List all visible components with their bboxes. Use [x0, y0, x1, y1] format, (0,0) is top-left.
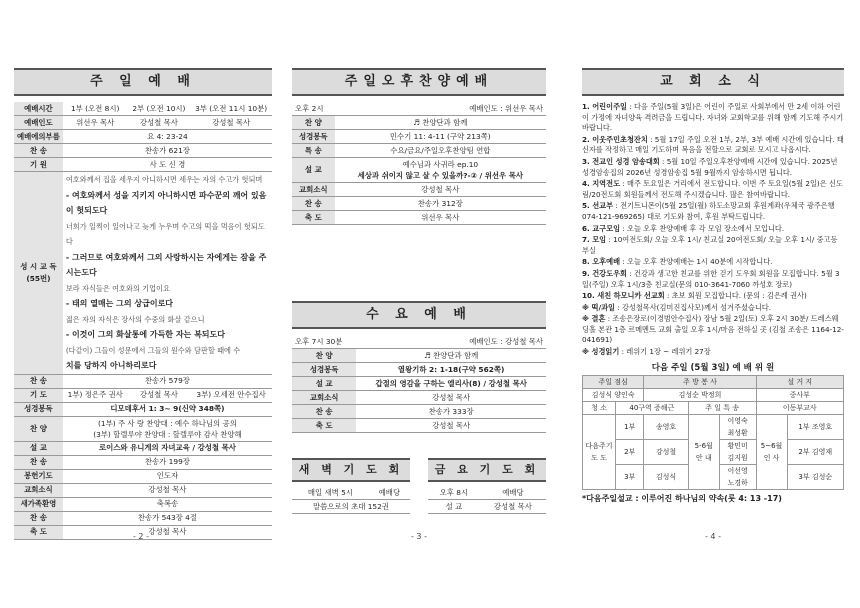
duty-mid-label: 5-6월 안 내: [688, 414, 719, 489]
duty-table: [582, 375, 844, 490]
duty-m3: 황민미: [727, 441, 748, 450]
page-number: - 2 -: [133, 532, 149, 541]
creed-text: 사 도 신 경: [63, 158, 272, 172]
news-item: [582, 347, 844, 358]
news-item: [582, 224, 844, 235]
news-item-number: 6.: [582, 223, 593, 233]
duty-q3-label: 3부: [798, 472, 810, 481]
duty-p2: 2부: [616, 439, 644, 464]
bible-text: 민수기 11: 4-11 (구약 213쪽): [335, 130, 546, 144]
praise-text: ♬ 찬양단과 함께: [356, 349, 546, 363]
prayer-label: 기 원: [14, 158, 63, 172]
news-item-number: 8.: [582, 257, 593, 267]
duty-h1: 주일 점심: [583, 375, 644, 388]
responsive-reading: [63, 172, 272, 375]
page-number: - 4 -: [705, 532, 721, 541]
duty-r2c1: 청 소: [583, 401, 616, 414]
news-label: 교회소식: [292, 391, 356, 405]
praise-label: 찬 양: [292, 349, 356, 363]
call-label: 예배에의부름: [14, 130, 63, 144]
offering-label: 봉헌기도: [14, 469, 63, 483]
friday-time: 오후 8시: [428, 486, 480, 500]
praise-label: 찬 양: [14, 416, 63, 441]
benediction-text: 위선우 목사: [335, 211, 546, 225]
wednesday-title: 수 요 예 배: [292, 301, 546, 329]
lead-label: 예배인도: [14, 116, 63, 130]
duty-m1: 이영숙: [727, 416, 748, 425]
sermon-text: [335, 158, 546, 183]
friday-title: 금 요 기 도 회: [428, 458, 546, 482]
news-item-number: 4.: [582, 179, 593, 189]
afternoon-time: 오후 2시: [292, 102, 335, 116]
news-item-number: 1.: [582, 102, 593, 111]
wednesday-leader: 예배인도 : 강성철 목사: [356, 335, 546, 349]
news-item-text: : 전기트니몬이(5월 25일(월) 하도소망교회 후원계좌(우체국 광주은행 074-121-969265) 대로 기도와 참여, 후원 부탁드립니다.: [582, 201, 835, 221]
duty-p1: 1부: [616, 414, 644, 439]
news-item-number: 5.: [582, 201, 593, 211]
sermon-series: 예수님과 사귀라 ep.10: [402, 160, 479, 169]
news-item-heading: 결혼: [591, 314, 606, 324]
news-item-number: 9.: [582, 268, 593, 278]
hymn-text: 찬송가 621장: [63, 144, 272, 158]
praise-label: 찬 양: [292, 116, 335, 130]
friday-sermon: 강성철 목사: [480, 500, 546, 514]
sermon-text: 갑절의 영감을 구하는 엘리사(8) / 강성철 목사: [356, 377, 546, 391]
duty-r1c2: 김성순 박정희: [644, 388, 756, 401]
duty-q1: [787, 414, 843, 439]
hymn3-label: 찬 송: [14, 455, 63, 469]
service1-time: 1부 (오전 8시): [63, 102, 128, 116]
hymn3-text: 찬송가 199장: [63, 455, 272, 469]
duty-m-b: [719, 439, 756, 464]
news-item-text: : 다음 주일(5월 3일)은 어린이 주일로 사회부에서 만 2세 이하 어린이 가정에 자녀양육 격려금을 드립니다. 자녀와 교회학교를 위해 함께 기도해 주시기 바랍니다.: [582, 102, 844, 133]
news-item-text: : 레위기 1장 ~ 레위기 27장: [619, 347, 711, 357]
news-item: [582, 179, 844, 200]
friday-prayer-box: [428, 458, 546, 514]
friday-sermon-label: 설 교: [428, 500, 480, 514]
hymn-label: 찬 송: [292, 405, 356, 419]
responsive-line: - 이것이 그의 화살통에 가득한 자는 복되도다: [65, 330, 225, 339]
praise-line2: (3부) 할렐루야 찬양대 : 할렐루야 감사 찬양해: [93, 429, 242, 439]
news-label: 교회소식: [292, 183, 335, 197]
news-item-text: : 조송은장로(이경범안수집사) 장남 5월 2일(토) 오후 2시 30분/ 드레스웨딩홀 본관 1층 르메멘트 교회 출일 오후 1시/마음 전하실 곳 (김철 조송은 1164-12-041691): [582, 314, 844, 345]
news-label: 교회소식: [14, 483, 63, 497]
duty-m4: 김지원: [727, 453, 748, 462]
duty-r2c3: 주 일 특 송: [688, 401, 756, 414]
duty-m: [719, 414, 756, 439]
news-item-text: : 5월 10일 주일오후찬양예배 시간에 있습니다. 2025년 성경암송집의 2026년 성경암송집 5월 9월까지 암송하시면 됩니다.: [582, 156, 838, 177]
benediction-text: 강성철 목사: [356, 419, 546, 433]
responsive-number: (55번): [26, 273, 51, 283]
duty-h3: 설 거 지: [756, 375, 843, 388]
duty-m5: 이선영: [727, 466, 748, 475]
sermon-label: 설 교: [14, 441, 63, 455]
responsive-line: - 그러므로 여호와께서 그의 사랑하시는 자에게는 잠을 주시는도다: [65, 252, 267, 277]
duty-m-c: [719, 464, 756, 489]
news-item-number: ※: [582, 302, 592, 312]
section-title: 교 회 소 식: [582, 68, 844, 96]
next-sermon: *다음주일설교 : 이루어진 하나님의 약속(룻 4: 13 -17): [582, 493, 782, 503]
sunday-worship-column: [14, 68, 272, 540]
responsive-line: 너희가 일찍이 일어나고 늦게 누우며 수고의 떡을 먹음이 헛되도다: [65, 221, 265, 246]
afternoon-leader: 예배인도 : 위선우 목사: [335, 102, 546, 116]
bible-text: 디모데후서 1: 3~ 9(신약 348쪽): [63, 402, 272, 416]
news-item-heading: 교구모임: [592, 223, 621, 233]
welcome-text: 축복송: [63, 497, 272, 511]
section-title: 주일오후찬양예배: [292, 68, 546, 96]
duty-q1-label: 1부: [798, 422, 810, 431]
news-item: [582, 303, 844, 314]
duty-r2c2: 40구역 증해근: [616, 401, 689, 414]
news-item-number: ※: [582, 347, 592, 357]
benediction-label: 축 도: [292, 419, 356, 433]
responsive-label: [14, 172, 63, 375]
duty-mid2-label: 5~6월 인 사: [756, 414, 787, 489]
responsive-line: - 여호와께서 성을 지키지 아니하시면 파수꾼의 깨어 있음이 헛되도다: [65, 190, 267, 215]
wednesday-order-table: [292, 335, 546, 433]
hymn4-label: 찬 송: [14, 511, 63, 525]
responsive-line: 여호와께서 집을 세우지 아니하시면 세우는 자의 수고가 헛되며: [65, 175, 263, 184]
offering-text: 인도자: [63, 469, 272, 483]
service1-lead: 위선우 목사: [63, 116, 128, 130]
news-item-heading: 어린이주일: [592, 102, 627, 111]
dawn-prayer-box: [292, 458, 410, 514]
news-item-text: : 건강과 생고한 친교를 위한 걷기 도우회 회원을 모집합니다. 5월 3일(주일) 오후 1시/3층 친교실(문의 010-3641-7060 까성호 장로): [582, 268, 840, 289]
news-item-number: 10.: [582, 291, 598, 301]
service2-time: 2부 (오전 10시): [128, 102, 191, 116]
news-item-heading: 이웃주민초청잔치: [592, 134, 648, 144]
duty-q2: [787, 439, 843, 464]
news-list: [582, 102, 844, 358]
news-item-text: : 강성철목사(김미진집사모)께서 섬겨주셨습니다.: [614, 302, 772, 312]
afternoon-order-table: [292, 102, 546, 225]
hymn-text: 찬송가 333장: [356, 405, 546, 419]
news-text: 강성철 목사: [63, 483, 272, 497]
benediction-label: 축 도: [14, 525, 63, 539]
duty-p1n: 송영호: [644, 414, 688, 439]
duty-r1c3: 중사부: [756, 388, 843, 401]
call-text: 요 4: 23-24: [63, 130, 272, 144]
responsive-label-text: 성 시 교 독: [20, 261, 57, 271]
praise-text: ♬ 찬양단과 함께: [335, 116, 546, 130]
sermon-label: 설 교: [292, 377, 356, 391]
news-item-heading: 전교인 성경 암송대회: [592, 156, 660, 166]
news-item-heading: 떡/과일: [591, 302, 615, 312]
service3-time: 3부 (오전 11시 10분): [190, 102, 272, 116]
sunday-order-table: [14, 102, 272, 540]
news-item: [582, 257, 844, 268]
responsive-line: (다같이) 그들이 성문에서 그들의 원수와 담판할 때에 수: [65, 345, 241, 355]
news-item-heading: 오후예배: [592, 257, 621, 267]
pray3: 3부) 오세전 안수집사: [190, 388, 272, 402]
special-text: 수요/금요/주일오후찬양팀 연합: [335, 144, 546, 158]
hymn-label: 찬 송: [14, 144, 63, 158]
duty-m6: 노경하: [727, 478, 748, 487]
dawn-place: 예배당: [369, 486, 410, 500]
service2-lead: 강성철 목사: [128, 116, 191, 130]
duty-q3: [787, 464, 843, 489]
duty-q2-name: 김영재: [811, 447, 833, 456]
news-item-number: ※: [582, 314, 592, 324]
pray-label: 기 도: [14, 388, 63, 402]
bible-label: 성경봉독: [14, 402, 63, 416]
time-label: 예배시간: [14, 102, 63, 116]
duty-q1-name: 조영호: [811, 422, 833, 431]
duty-q3-name: 김성순: [811, 472, 833, 481]
news-item-text: : 매주 토요일은 거리에서 전도합니다. 이번 주 토요일(5월 2일)은 신도림/20전도회 회원들께서 전도해 주시겠습니다. 많은 참여바랍니다.: [582, 179, 843, 199]
duty-q2-label: 2부: [798, 447, 810, 456]
duty-p2n: 강성철: [644, 439, 688, 464]
pray1: 1부) 정은주 권사: [63, 388, 128, 402]
news-item-text: : 초보 회원 모집합니다. (문의 : 김은례 권사): [664, 291, 807, 301]
special-label: 특 송: [292, 144, 335, 158]
page-number: - 3 -: [411, 532, 427, 541]
section-title: 주 일 예 배: [14, 68, 272, 96]
bible-label: 성경봉독: [292, 130, 335, 144]
news-item-heading: 선교부: [592, 201, 614, 211]
hymn2-label: 찬 송: [14, 374, 63, 388]
dawn-text: 말씀으로의 초대 152권: [292, 500, 410, 514]
news-item-heading: 성경읽기: [591, 347, 620, 357]
hymn-text: 찬송가 312장: [335, 197, 546, 211]
news-item-number: 3.: [582, 156, 593, 166]
afternoon-worship-column: [292, 68, 546, 511]
news-item-text: : 오늘 오후 찬양예배 후 각 모임 장소에서 모입니다.: [620, 223, 785, 233]
bible-text: 열왕기하 2: 1-18(구약 562쪽): [356, 363, 546, 377]
news-item-heading: 지역전도: [592, 179, 621, 189]
duty-r2c4: 이동부교사: [756, 401, 843, 414]
news-item: [582, 102, 844, 134]
duty-p3n: 김성식: [644, 464, 688, 489]
hymn4-text: 찬송가 543장 4절: [63, 511, 272, 525]
news-item: [582, 235, 844, 256]
news-item-heading: 새친 하모니카 선교회: [597, 291, 665, 301]
sermon-title: 세상과 쉬이지 않고 살 수 있을까?-② / 위선우 목사: [357, 171, 523, 180]
wednesday-time: 오후 7시 30분: [292, 335, 356, 349]
benediction-label: 축 도: [292, 211, 335, 225]
duty-left-label: 다음주기 도 도: [583, 414, 616, 489]
news-item-text: : 10여전도회/ 오늘 오후 1시/ 친교실 20여전도회/ 오늘 오후 1시/ 중고등부실: [582, 235, 838, 255]
dawn-table: [292, 486, 410, 514]
dawn-title: 새 벽 기 도 회: [292, 458, 410, 482]
news-item-heading: 모임: [592, 235, 607, 245]
news-item-heading: 건강도우회: [592, 268, 627, 278]
news-item: [582, 269, 844, 290]
news-item: [582, 291, 844, 302]
welcome-label: 새가족환영: [14, 497, 63, 511]
benediction-text: 강성철 목사: [63, 525, 272, 539]
duty-p3: 3부: [616, 464, 644, 489]
news-item-number: 2.: [582, 134, 593, 144]
responsive-line: 보라 자식들은 여호와의 기업이요: [65, 283, 170, 293]
bible-label: 성경봉독: [292, 363, 356, 377]
news-item-number: 7.: [582, 235, 593, 245]
dawn-time: 매일 새벽 5시: [292, 486, 369, 500]
responsive-line: - 태의 열매는 그의 상급이로다: [65, 299, 174, 308]
responsive-line: 젊은 자의 자식은 장사의 수중의 화살 같으니: [65, 314, 205, 324]
praise-line1: (1부) 주 사 랑 찬양대 : 예수 하나님의 공의: [97, 418, 237, 428]
responsive-line: 치를 당하지 아니하리로다: [65, 361, 157, 370]
hymn2-text: 찬송가 579장: [63, 374, 272, 388]
duty-m2: 최성환: [727, 428, 748, 437]
duty-h2: 주 방 봉 사: [644, 375, 756, 388]
friday-place: 예배당: [480, 486, 546, 500]
news-item: [582, 314, 844, 346]
news-item: [582, 201, 844, 222]
friday-table: [428, 486, 546, 514]
news-text: 강성철 목사: [356, 391, 546, 405]
duty-r1c1: 김성식 양인숙: [583, 388, 644, 401]
sermon-text: 로이스와 유니게의 자녀교육 / 강성철 목사: [63, 441, 272, 455]
news-item: [582, 157, 844, 178]
praise-text: [63, 416, 272, 441]
news-item: [582, 135, 844, 156]
hymn-label: 찬 송: [292, 197, 335, 211]
pray2: 강성철 목사: [128, 388, 191, 402]
sermon-label: 설 교: [292, 158, 335, 183]
service3-lead: 강성철 목사: [190, 116, 272, 130]
news-item-text: : 오늘 오후 찬양예배는 1시 40분에 시작합니다.: [620, 257, 773, 267]
news-text: 강성철 목사: [335, 183, 546, 197]
news-item-text: : 5월 17일 주일 오전 1부, 2부, 3부 예배 시간에 있습니다. 태신자를 작정하고 매일 기도하며 복음을 전할으로 교회로 모시고 나옵시다.: [582, 134, 844, 155]
church-news-column: [582, 68, 844, 504]
duty-title: 다음 주일 (5월 3일) 예 배 위 원: [651, 362, 775, 373]
